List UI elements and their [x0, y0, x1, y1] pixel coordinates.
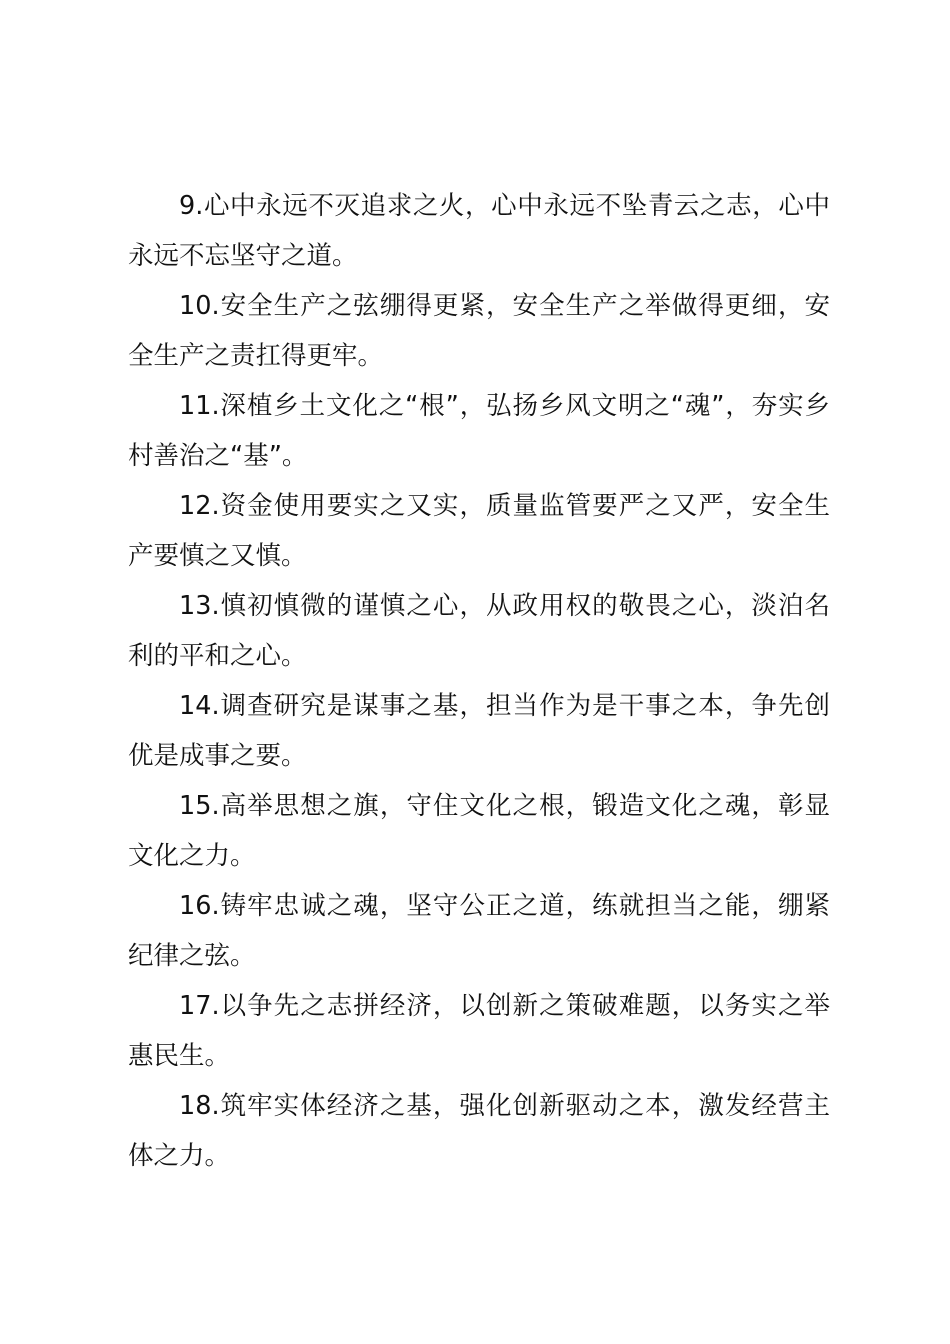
paragraph-12: 12.资金使用要实之又实，质量监管要严之又严，安全生产要慎之又慎。 [128, 491, 830, 571]
paragraph-10: 10.安全生产之弦绷得更紧，安全生产之举做得更细，安全生产之责扛得更牢。 [128, 291, 830, 371]
paragraph-16: 16.铸牢忠诚之魂，坚守公正之道，练就担当之能，绷紧纪律之弦。 [128, 891, 830, 971]
paragraph-15: 15.高举思想之旗，守住文化之根，锻造文化之魂，彰显文化之力。 [128, 791, 830, 871]
document-body [128, 181, 830, 1181]
paragraph-9: 9.心中永远不灭追求之火，心中永远不坠青云之志，心中永远不忘坚守之道。 [128, 191, 830, 271]
paragraph-14: 14.调查研究是谋事之基，担当作为是干事之本，争先创优是成事之要。 [128, 691, 830, 771]
paragraph-13: 13.慎初慎微的谨慎之心，从政用权的敬畏之心，淡泊名利的平和之心。 [128, 591, 830, 671]
paragraph-11: 11.深植乡土文化之“根”，弘扬乡风文明之“魂”，夯实乡村善治之“基”。 [128, 391, 830, 471]
paragraph-18: 18.筑牢实体经济之基，强化创新驱动之本，激发经营主体之力。 [128, 1091, 830, 1171]
paragraph-17: 17.以争先之志拼经济，以创新之策破难题，以务实之举惠民生。 [128, 991, 830, 1071]
